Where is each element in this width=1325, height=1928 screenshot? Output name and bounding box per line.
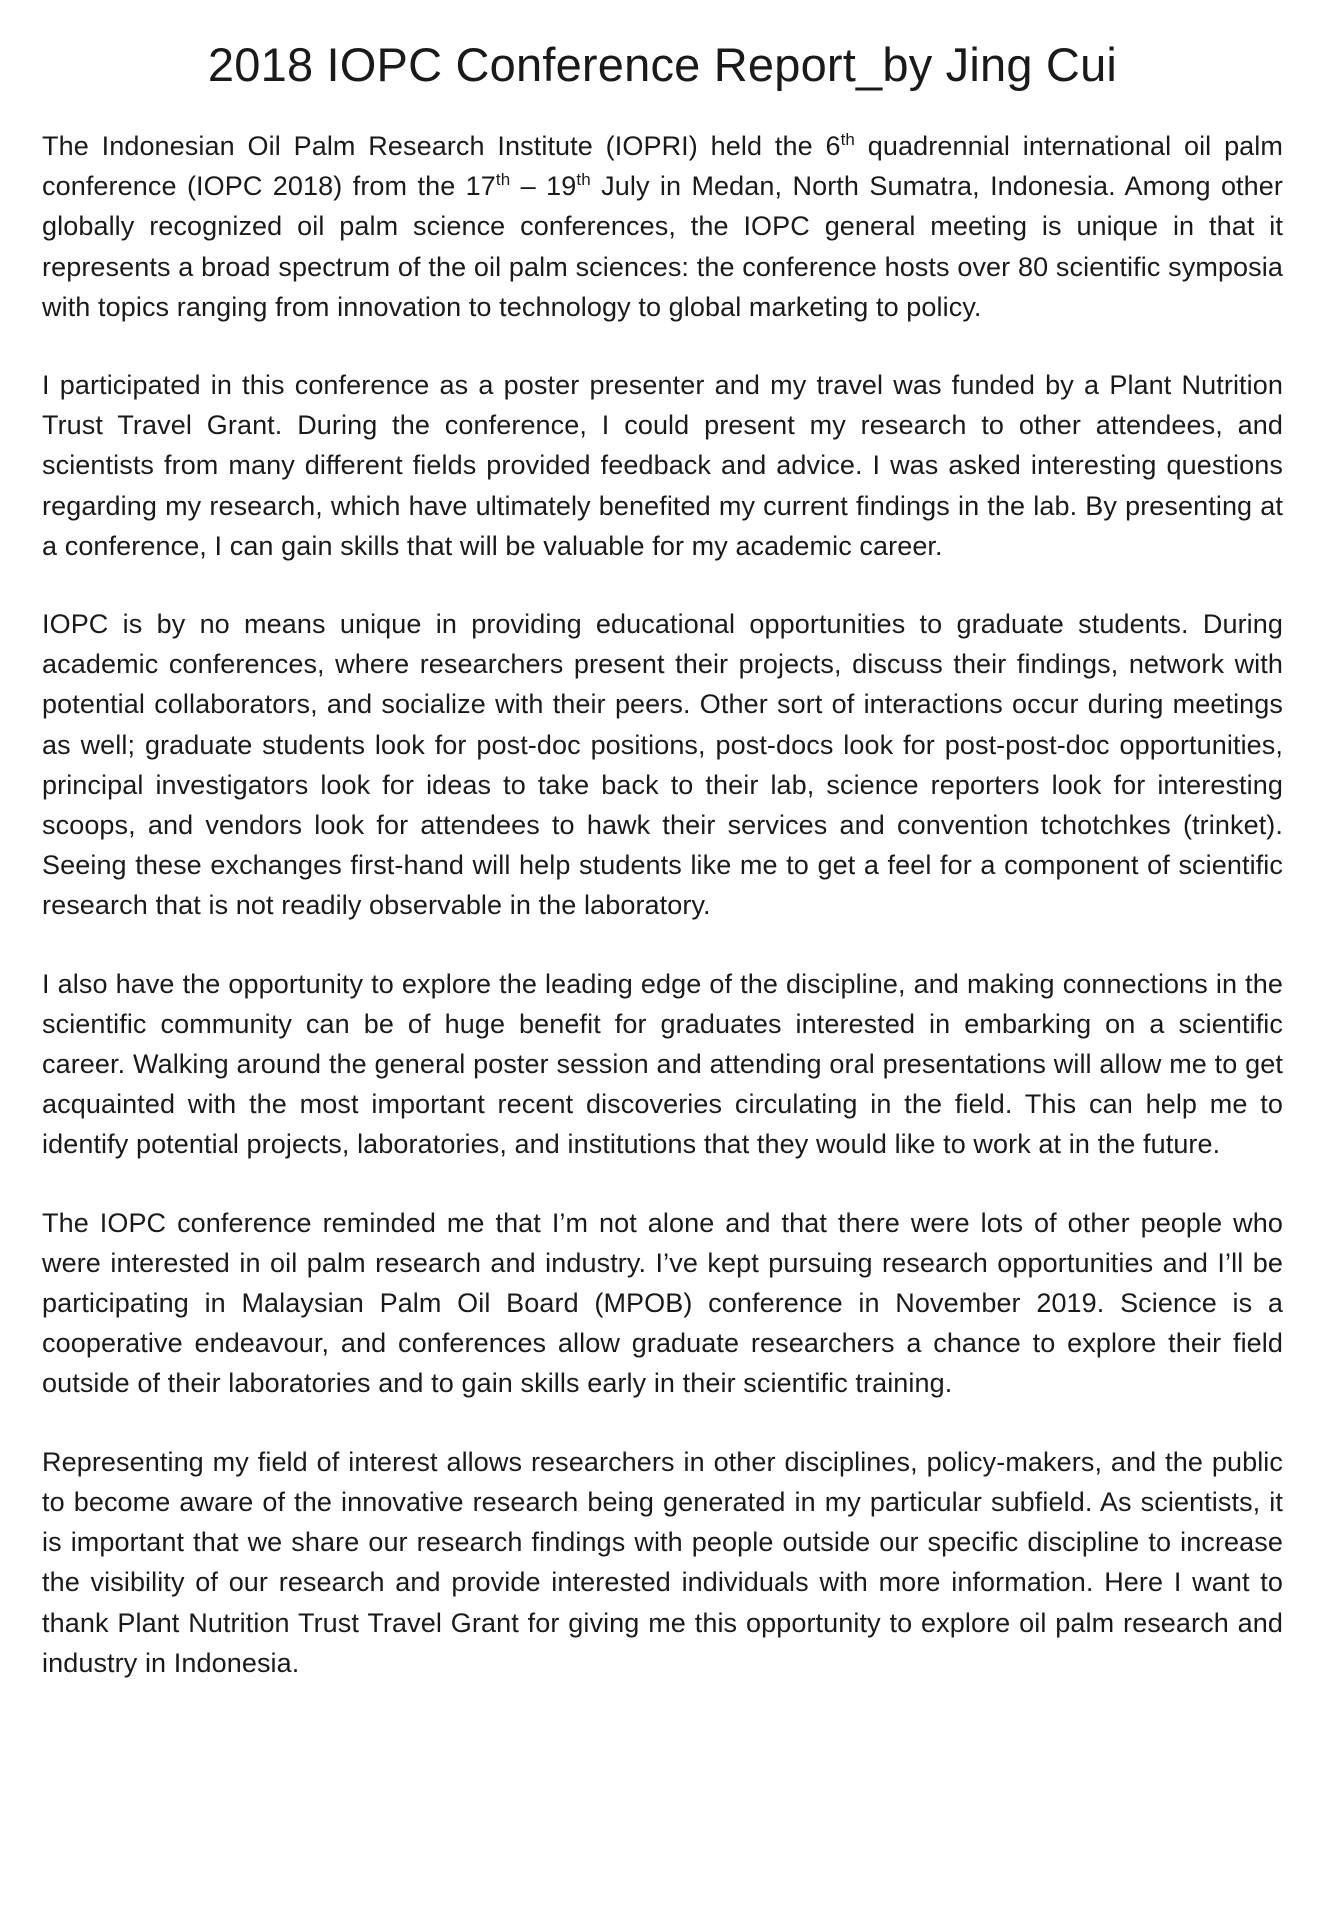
paragraph-participation: I participated in this conference as a poster presenter and my travel was funded by a Plant Nutrition Trust Travel Grant. During the conference, I could present my research to other attendees, and scientists from many different fields provided feedback and advice. I was asked interesting questions regarding my research, which have ultimately benefited my current findings in the lab. By presenting at a conference, I can gain skills that will be valuable for my academic career.: [42, 370, 1283, 561]
paragraph-opportunities: IOPC is by no means unique in providing educational opportunities to graduate students. During academic conferences, where researchers present their projects, discuss their findings, network with potential collaborators, and socialize with their peers. Other sort of interactions occur during meetings as well; graduate students look for post-doc positions, post-docs look for post-post-doc opportunities, principal investigators look for ideas to take back to their lab, science reporters look for interesting scoops, and vendors look for attendees to hawk their services and convention tchotchkes (trinket). Seeing these exchanges first-hand will help students like me to get a feel for a component of scientific research that is not readily observable in the laboratory.: [42, 609, 1283, 921]
paragraph-intro-text-c: – 19: [510, 171, 577, 202]
paragraph-intro-text-d: July in Medan, North Sumatra, Indonesia. Among other globally recognized oil palm science conferences, the IOPC general meeting is unique in that it represents a broad spectrum of the oil palm sciences: the conference hosts over 80 scientific symposia with topics ranging from innovation to technology to global marketing to policy.: [42, 171, 1283, 322]
paragraph-leading-edge: I also have the opportunity to explore the leading edge of the discipline, and making connections in the scientific community can be of huge benefit for graduates interested in embarking on a scientific career. Walking around the general poster session and attending oral presentations will allow me to get acquainted with the most important recent discoveries circulating in the field. This can help me to identify potential projects, laboratories, and institutions that they would like to work at in the future.: [42, 968, 1283, 1160]
paragraph-reflection: The IOPC conference reminded me that I’m not alone and that there were lots of other people who were interested in oil palm research and industry. I’ve kept pursuing research opportunities and I’ll be participating in Malaysian Palm Oil Board (MPOB) conference in November 2019. Science is a cooperative endeavour, and conferences allow graduate researchers a chance to explore their field outside of their laboratories and to gain skills early in their scientific training.: [42, 1207, 1283, 1399]
paragraph-intro-text-a: The Indonesian Oil Palm Research Institute (IOPRI) held the 6: [42, 131, 841, 161]
document-title: 2018 IOPC Conference Report_by Jing Cui: [207, 38, 1118, 91]
paragraph-intro: [42, 126, 1283, 327]
paragraph-intro-text-b: quadrennial international oil palm conference (IOPC 2018) from the 17: [42, 131, 1283, 202]
paragraph-conclusion: Representing my field of interest allows researchers in other disciplines, policy-makers, and the public to become aware of the innovative research being generated in my particular subfield. As scientists, it is important that we share our research findings with people outside our specific discipline to increase the visibility of our research and provide interested individuals with more information. Here I want to thank Plant Nutrition Trust Travel Grant for giving me this opportunity to explore oil palm research and industry in Indonesia.: [42, 1446, 1283, 1678]
ordinal-suffix: th: [576, 170, 591, 190]
ordinal-suffix: th: [495, 170, 511, 190]
ordinal-suffix: th: [840, 130, 855, 149]
document-page: [42, 34, 1283, 1721]
